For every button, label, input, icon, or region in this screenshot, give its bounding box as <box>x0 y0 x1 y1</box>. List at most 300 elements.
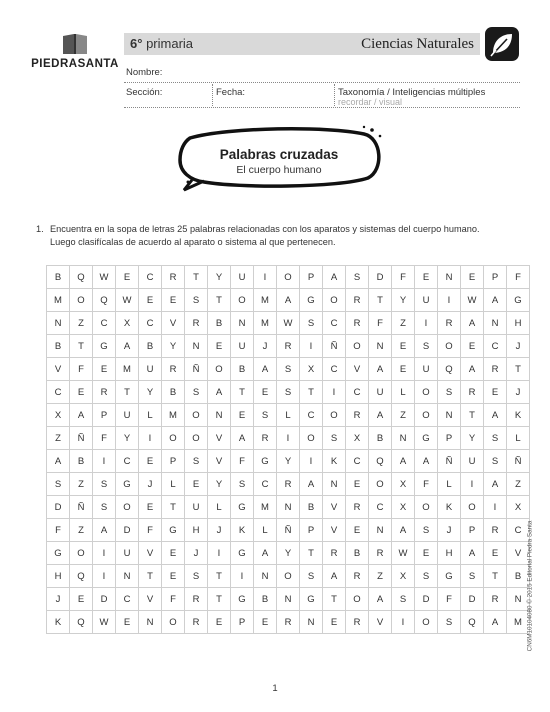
grid-cell[interactable]: B <box>254 588 277 611</box>
grid-cell[interactable]: L <box>254 519 277 542</box>
grid-cell[interactable]: W <box>93 611 116 634</box>
grid-cell[interactable]: U <box>116 542 139 565</box>
grid-cell[interactable]: O <box>116 496 139 519</box>
grid-cell[interactable]: S <box>323 427 346 450</box>
grid-cell[interactable]: Y <box>392 289 415 312</box>
grid-cell[interactable]: B <box>139 335 162 358</box>
grid-cell[interactable]: M <box>47 289 70 312</box>
grid-cell[interactable]: O <box>185 404 208 427</box>
grid-cell[interactable]: E <box>208 335 231 358</box>
grid-cell[interactable]: C <box>346 381 369 404</box>
grid-cell[interactable]: C <box>323 312 346 335</box>
grid-cell[interactable]: X <box>300 358 323 381</box>
grid-cell[interactable]: T <box>300 381 323 404</box>
grid-cell[interactable]: N <box>438 404 461 427</box>
grid-cell[interactable]: Ñ <box>507 450 530 473</box>
grid-cell[interactable]: P <box>484 266 507 289</box>
grid-cell[interactable]: G <box>507 289 530 312</box>
grid-cell[interactable]: E <box>116 611 139 634</box>
grid-cell[interactable]: K <box>507 404 530 427</box>
grid-cell[interactable]: B <box>208 312 231 335</box>
grid-cell[interactable]: V <box>208 450 231 473</box>
grid-cell[interactable]: R <box>185 312 208 335</box>
grid-cell[interactable]: X <box>47 404 70 427</box>
grid-cell[interactable]: Z <box>392 404 415 427</box>
grid-cell[interactable]: A <box>369 404 392 427</box>
grid-cell[interactable]: X <box>346 427 369 450</box>
grid-cell[interactable]: W <box>93 266 116 289</box>
grid-cell[interactable]: S <box>93 473 116 496</box>
grid-cell[interactable]: Y <box>461 427 484 450</box>
grid-cell[interactable]: P <box>461 519 484 542</box>
grid-cell[interactable]: C <box>139 266 162 289</box>
grid-cell[interactable]: L <box>507 427 530 450</box>
grid-cell[interactable]: A <box>484 404 507 427</box>
grid-cell[interactable]: O <box>162 611 185 634</box>
grid-cell[interactable]: N <box>116 565 139 588</box>
grid-cell[interactable]: X <box>392 496 415 519</box>
grid-cell[interactable]: V <box>323 519 346 542</box>
grid-cell[interactable]: Ñ <box>438 450 461 473</box>
grid-cell[interactable]: X <box>507 496 530 519</box>
grid-cell[interactable]: N <box>231 312 254 335</box>
grid-cell[interactable]: L <box>392 381 415 404</box>
grid-cell[interactable]: I <box>300 335 323 358</box>
grid-cell[interactable]: V <box>139 542 162 565</box>
grid-cell[interactable]: M <box>116 358 139 381</box>
grid-cell[interactable]: T <box>162 496 185 519</box>
grid-cell[interactable]: O <box>185 427 208 450</box>
grid-cell[interactable]: I <box>415 312 438 335</box>
grid-cell[interactable]: Ñ <box>70 427 93 450</box>
grid-cell[interactable]: G <box>300 588 323 611</box>
grid-cell[interactable]: L <box>438 473 461 496</box>
grid-cell[interactable]: Z <box>70 312 93 335</box>
grid-cell[interactable]: G <box>438 565 461 588</box>
grid-cell[interactable]: N <box>208 404 231 427</box>
grid-cell[interactable]: T <box>208 289 231 312</box>
grid-cell[interactable]: R <box>277 335 300 358</box>
grid-cell[interactable]: P <box>300 266 323 289</box>
grid-cell[interactable]: C <box>484 335 507 358</box>
grid-cell[interactable]: Z <box>369 565 392 588</box>
grid-cell[interactable]: S <box>277 358 300 381</box>
grid-cell[interactable]: Y <box>277 450 300 473</box>
grid-cell[interactable]: F <box>139 519 162 542</box>
grid-cell[interactable]: N <box>392 427 415 450</box>
grid-cell[interactable]: E <box>70 381 93 404</box>
grid-cell[interactable]: O <box>415 404 438 427</box>
grid-cell[interactable]: R <box>484 519 507 542</box>
grid-cell[interactable]: N <box>185 335 208 358</box>
grid-cell[interactable]: R <box>185 611 208 634</box>
grid-cell[interactable]: E <box>116 266 139 289</box>
grid-cell[interactable]: N <box>300 611 323 634</box>
grid-cell[interactable]: E <box>484 381 507 404</box>
grid-cell[interactable]: T <box>139 565 162 588</box>
grid-cell[interactable]: Q <box>70 611 93 634</box>
grid-cell[interactable]: C <box>254 473 277 496</box>
grid-cell[interactable]: C <box>369 496 392 519</box>
grid-cell[interactable]: O <box>323 289 346 312</box>
grid-cell[interactable]: B <box>47 335 70 358</box>
grid-cell[interactable]: E <box>484 542 507 565</box>
grid-cell[interactable]: Y <box>277 542 300 565</box>
grid-cell[interactable]: F <box>507 266 530 289</box>
grid-cell[interactable]: F <box>438 588 461 611</box>
grid-cell[interactable]: X <box>392 565 415 588</box>
grid-cell[interactable]: T <box>185 266 208 289</box>
grid-cell[interactable]: A <box>461 312 484 335</box>
grid-cell[interactable]: U <box>231 335 254 358</box>
grid-cell[interactable]: A <box>47 450 70 473</box>
grid-cell[interactable]: T <box>507 358 530 381</box>
grid-cell[interactable]: Y <box>116 427 139 450</box>
grid-cell[interactable]: N <box>484 312 507 335</box>
grid-cell[interactable]: I <box>93 565 116 588</box>
grid-cell[interactable]: K <box>231 519 254 542</box>
grid-cell[interactable]: A <box>484 289 507 312</box>
grid-cell[interactable]: V <box>323 496 346 519</box>
grid-cell[interactable]: R <box>323 542 346 565</box>
grid-cell[interactable]: J <box>139 473 162 496</box>
grid-cell[interactable]: I <box>277 427 300 450</box>
grid-cell[interactable]: E <box>231 404 254 427</box>
grid-cell[interactable]: C <box>323 358 346 381</box>
grid-cell[interactable]: F <box>93 427 116 450</box>
grid-cell[interactable]: A <box>231 427 254 450</box>
grid-cell[interactable]: O <box>70 542 93 565</box>
grid-cell[interactable]: P <box>231 611 254 634</box>
grid-cell[interactable]: O <box>70 289 93 312</box>
grid-cell[interactable]: F <box>47 519 70 542</box>
grid-cell[interactable]: B <box>47 266 70 289</box>
grid-cell[interactable]: R <box>484 588 507 611</box>
grid-cell[interactable]: U <box>415 289 438 312</box>
grid-cell[interactable]: N <box>139 611 162 634</box>
grid-cell[interactable]: G <box>116 473 139 496</box>
grid-cell[interactable]: S <box>277 381 300 404</box>
grid-cell[interactable]: S <box>461 565 484 588</box>
grid-cell[interactable]: L <box>162 473 185 496</box>
grid-cell[interactable]: D <box>47 496 70 519</box>
grid-cell[interactable]: R <box>346 404 369 427</box>
grid-cell[interactable]: S <box>185 450 208 473</box>
grid-cell[interactable]: F <box>415 473 438 496</box>
grid-cell[interactable]: E <box>185 473 208 496</box>
grid-cell[interactable]: N <box>323 473 346 496</box>
grid-cell[interactable]: E <box>254 381 277 404</box>
grid-cell[interactable]: Y <box>208 473 231 496</box>
grid-cell[interactable]: R <box>162 358 185 381</box>
grid-cell[interactable]: E <box>254 611 277 634</box>
grid-cell[interactable]: I <box>254 266 277 289</box>
grid-cell[interactable]: H <box>47 565 70 588</box>
grid-cell[interactable]: V <box>208 427 231 450</box>
grid-cell[interactable]: O <box>415 611 438 634</box>
grid-cell[interactable]: A <box>484 611 507 634</box>
grid-cell[interactable]: Z <box>70 473 93 496</box>
grid-cell[interactable]: B <box>70 450 93 473</box>
grid-cell[interactable]: S <box>300 312 323 335</box>
grid-cell[interactable]: J <box>438 519 461 542</box>
grid-cell[interactable]: V <box>139 588 162 611</box>
grid-cell[interactable]: I <box>139 427 162 450</box>
grid-cell[interactable]: O <box>323 404 346 427</box>
grid-cell[interactable]: R <box>185 588 208 611</box>
grid-cell[interactable]: J <box>254 335 277 358</box>
grid-cell[interactable]: Y <box>208 266 231 289</box>
grid-cell[interactable]: N <box>277 496 300 519</box>
grid-cell[interactable]: J <box>507 381 530 404</box>
grid-cell[interactable]: K <box>323 450 346 473</box>
grid-cell[interactable]: F <box>231 450 254 473</box>
grid-cell[interactable]: U <box>369 381 392 404</box>
grid-cell[interactable]: S <box>300 565 323 588</box>
grid-cell[interactable]: D <box>116 519 139 542</box>
grid-cell[interactable]: C <box>93 312 116 335</box>
grid-cell[interactable]: T <box>231 381 254 404</box>
grid-cell[interactable]: A <box>461 358 484 381</box>
grid-cell[interactable]: W <box>116 289 139 312</box>
grid-cell[interactable]: A <box>369 588 392 611</box>
grid-cell[interactable]: S <box>185 565 208 588</box>
grid-cell[interactable]: Q <box>461 611 484 634</box>
grid-cell[interactable]: S <box>231 473 254 496</box>
grid-cell[interactable]: A <box>254 542 277 565</box>
grid-cell[interactable]: O <box>415 496 438 519</box>
grid-cell[interactable]: E <box>139 289 162 312</box>
grid-cell[interactable]: O <box>369 473 392 496</box>
grid-cell[interactable]: G <box>231 588 254 611</box>
grid-cell[interactable]: S <box>47 473 70 496</box>
grid-cell[interactable]: E <box>93 358 116 381</box>
grid-cell[interactable]: T <box>369 289 392 312</box>
grid-cell[interactable]: Y <box>139 381 162 404</box>
grid-cell[interactable]: N <box>507 588 530 611</box>
grid-cell[interactable]: O <box>346 335 369 358</box>
grid-cell[interactable]: M <box>254 496 277 519</box>
grid-cell[interactable]: B <box>346 542 369 565</box>
grid-cell[interactable]: I <box>231 565 254 588</box>
grid-cell[interactable]: D <box>461 588 484 611</box>
grid-cell[interactable]: R <box>162 266 185 289</box>
grid-cell[interactable]: O <box>346 588 369 611</box>
grid-cell[interactable]: V <box>162 312 185 335</box>
grid-cell[interactable]: L <box>208 496 231 519</box>
grid-cell[interactable]: J <box>47 588 70 611</box>
grid-cell[interactable]: E <box>162 542 185 565</box>
grid-cell[interactable]: V <box>346 358 369 381</box>
grid-cell[interactable]: H <box>507 312 530 335</box>
grid-cell[interactable]: I <box>93 450 116 473</box>
grid-cell[interactable]: O <box>415 381 438 404</box>
grid-cell[interactable]: A <box>392 519 415 542</box>
grid-cell[interactable]: R <box>346 565 369 588</box>
grid-cell[interactable]: O <box>162 427 185 450</box>
grid-cell[interactable]: O <box>231 289 254 312</box>
grid-cell[interactable]: Ñ <box>277 519 300 542</box>
grid-cell[interactable]: Ñ <box>323 335 346 358</box>
grid-cell[interactable]: Q <box>438 358 461 381</box>
grid-cell[interactable]: N <box>277 588 300 611</box>
grid-cell[interactable]: O <box>208 358 231 381</box>
grid-cell[interactable]: I <box>93 542 116 565</box>
grid-cell[interactable]: M <box>507 611 530 634</box>
grid-cell[interactable]: M <box>254 312 277 335</box>
grid-cell[interactable]: O <box>300 427 323 450</box>
grid-cell[interactable]: Z <box>392 312 415 335</box>
grid-cell[interactable]: B <box>507 565 530 588</box>
grid-cell[interactable]: S <box>415 519 438 542</box>
grid-cell[interactable]: U <box>231 266 254 289</box>
grid-cell[interactable]: O <box>461 496 484 519</box>
grid-cell[interactable]: U <box>415 358 438 381</box>
grid-cell[interactable]: R <box>346 496 369 519</box>
grid-cell[interactable]: K <box>438 496 461 519</box>
grid-cell[interactable]: Z <box>47 427 70 450</box>
grid-cell[interactable]: Y <box>162 335 185 358</box>
grid-cell[interactable]: V <box>507 542 530 565</box>
grid-cell[interactable]: U <box>185 496 208 519</box>
grid-cell[interactable]: J <box>185 542 208 565</box>
grid-cell[interactable]: O <box>277 266 300 289</box>
grid-cell[interactable]: H <box>185 519 208 542</box>
grid-cell[interactable]: S <box>484 450 507 473</box>
grid-cell[interactable]: N <box>254 565 277 588</box>
grid-cell[interactable]: G <box>415 427 438 450</box>
grid-cell[interactable]: E <box>162 565 185 588</box>
grid-cell[interactable]: S <box>415 565 438 588</box>
grid-cell[interactable]: T <box>300 542 323 565</box>
grid-cell[interactable]: T <box>323 588 346 611</box>
grid-cell[interactable]: S <box>438 611 461 634</box>
grid-cell[interactable]: N <box>369 335 392 358</box>
grid-cell[interactable]: S <box>484 427 507 450</box>
grid-cell[interactable]: G <box>300 289 323 312</box>
grid-cell[interactable]: R <box>484 358 507 381</box>
grid-cell[interactable]: B <box>369 427 392 450</box>
grid-cell[interactable]: R <box>346 289 369 312</box>
grid-cell[interactable]: I <box>392 611 415 634</box>
grid-cell[interactable]: Q <box>70 266 93 289</box>
grid-cell[interactable]: A <box>70 404 93 427</box>
grid-cell[interactable]: R <box>277 473 300 496</box>
grid-cell[interactable]: N <box>47 312 70 335</box>
grid-cell[interactable]: B <box>300 496 323 519</box>
grid-cell[interactable]: Ñ <box>185 358 208 381</box>
grid-cell[interactable]: C <box>116 450 139 473</box>
grid-cell[interactable]: B <box>162 381 185 404</box>
grid-cell[interactable]: F <box>392 266 415 289</box>
grid-cell[interactable]: W <box>461 289 484 312</box>
grid-cell[interactable]: M <box>162 404 185 427</box>
grid-cell[interactable]: E <box>392 358 415 381</box>
grid-cell[interactable]: E <box>323 611 346 634</box>
grid-cell[interactable]: P <box>93 404 116 427</box>
grid-cell[interactable]: A <box>116 335 139 358</box>
grid-cell[interactable]: A <box>323 565 346 588</box>
grid-cell[interactable]: O <box>277 565 300 588</box>
grid-cell[interactable]: L <box>277 404 300 427</box>
grid-cell[interactable]: U <box>116 404 139 427</box>
grid-cell[interactable]: U <box>139 358 162 381</box>
grid-cell[interactable]: C <box>300 404 323 427</box>
grid-cell[interactable]: N <box>438 266 461 289</box>
grid-cell[interactable]: E <box>415 266 438 289</box>
grid-cell[interactable]: C <box>47 381 70 404</box>
grid-cell[interactable]: A <box>300 473 323 496</box>
grid-cell[interactable]: R <box>254 427 277 450</box>
grid-cell[interactable]: G <box>231 496 254 519</box>
grid-cell[interactable]: L <box>139 404 162 427</box>
grid-cell[interactable]: I <box>438 289 461 312</box>
grid-cell[interactable]: R <box>461 381 484 404</box>
grid-cell[interactable]: T <box>70 335 93 358</box>
grid-cell[interactable]: H <box>438 542 461 565</box>
grid-cell[interactable]: G <box>93 335 116 358</box>
grid-cell[interactable]: W <box>392 542 415 565</box>
grid-cell[interactable]: E <box>139 450 162 473</box>
grid-cell[interactable]: F <box>162 588 185 611</box>
grid-cell[interactable]: Z <box>507 473 530 496</box>
grid-cell[interactable]: J <box>507 335 530 358</box>
grid-cell[interactable]: A <box>484 473 507 496</box>
grid-cell[interactable]: V <box>47 358 70 381</box>
grid-cell[interactable]: T <box>461 404 484 427</box>
grid-cell[interactable]: R <box>369 542 392 565</box>
grid-cell[interactable]: X <box>392 473 415 496</box>
grid-cell[interactable]: C <box>116 588 139 611</box>
grid-cell[interactable]: S <box>438 381 461 404</box>
grid-cell[interactable]: A <box>369 358 392 381</box>
grid-cell[interactable]: C <box>139 312 162 335</box>
grid-cell[interactable]: I <box>484 496 507 519</box>
grid-cell[interactable]: S <box>392 588 415 611</box>
grid-cell[interactable]: T <box>484 565 507 588</box>
grid-cell[interactable]: N <box>369 519 392 542</box>
grid-cell[interactable]: S <box>254 404 277 427</box>
grid-cell[interactable]: M <box>254 289 277 312</box>
grid-cell[interactable]: E <box>139 496 162 519</box>
grid-cell[interactable]: G <box>231 542 254 565</box>
grid-cell[interactable]: A <box>392 450 415 473</box>
grid-cell[interactable]: E <box>461 266 484 289</box>
grid-cell[interactable]: F <box>369 312 392 335</box>
grid-cell[interactable]: A <box>208 381 231 404</box>
grid-cell[interactable]: V <box>369 611 392 634</box>
grid-cell[interactable]: E <box>415 542 438 565</box>
grid-cell[interactable]: X <box>116 312 139 335</box>
grid-cell[interactable]: A <box>93 519 116 542</box>
grid-cell[interactable]: Q <box>369 450 392 473</box>
grid-cell[interactable]: T <box>116 381 139 404</box>
grid-cell[interactable]: P <box>438 427 461 450</box>
grid-cell[interactable]: E <box>162 289 185 312</box>
grid-cell[interactable]: A <box>461 542 484 565</box>
grid-cell[interactable]: G <box>162 519 185 542</box>
grid-cell[interactable]: R <box>438 312 461 335</box>
grid-cell[interactable]: S <box>185 289 208 312</box>
grid-cell[interactable]: E <box>392 335 415 358</box>
grid-cell[interactable]: Z <box>70 519 93 542</box>
grid-cell[interactable]: I <box>300 450 323 473</box>
grid-cell[interactable]: O <box>438 335 461 358</box>
grid-cell[interactable]: Q <box>93 289 116 312</box>
grid-cell[interactable]: C <box>507 519 530 542</box>
grid-cell[interactable]: A <box>415 450 438 473</box>
grid-cell[interactable]: T <box>208 588 231 611</box>
